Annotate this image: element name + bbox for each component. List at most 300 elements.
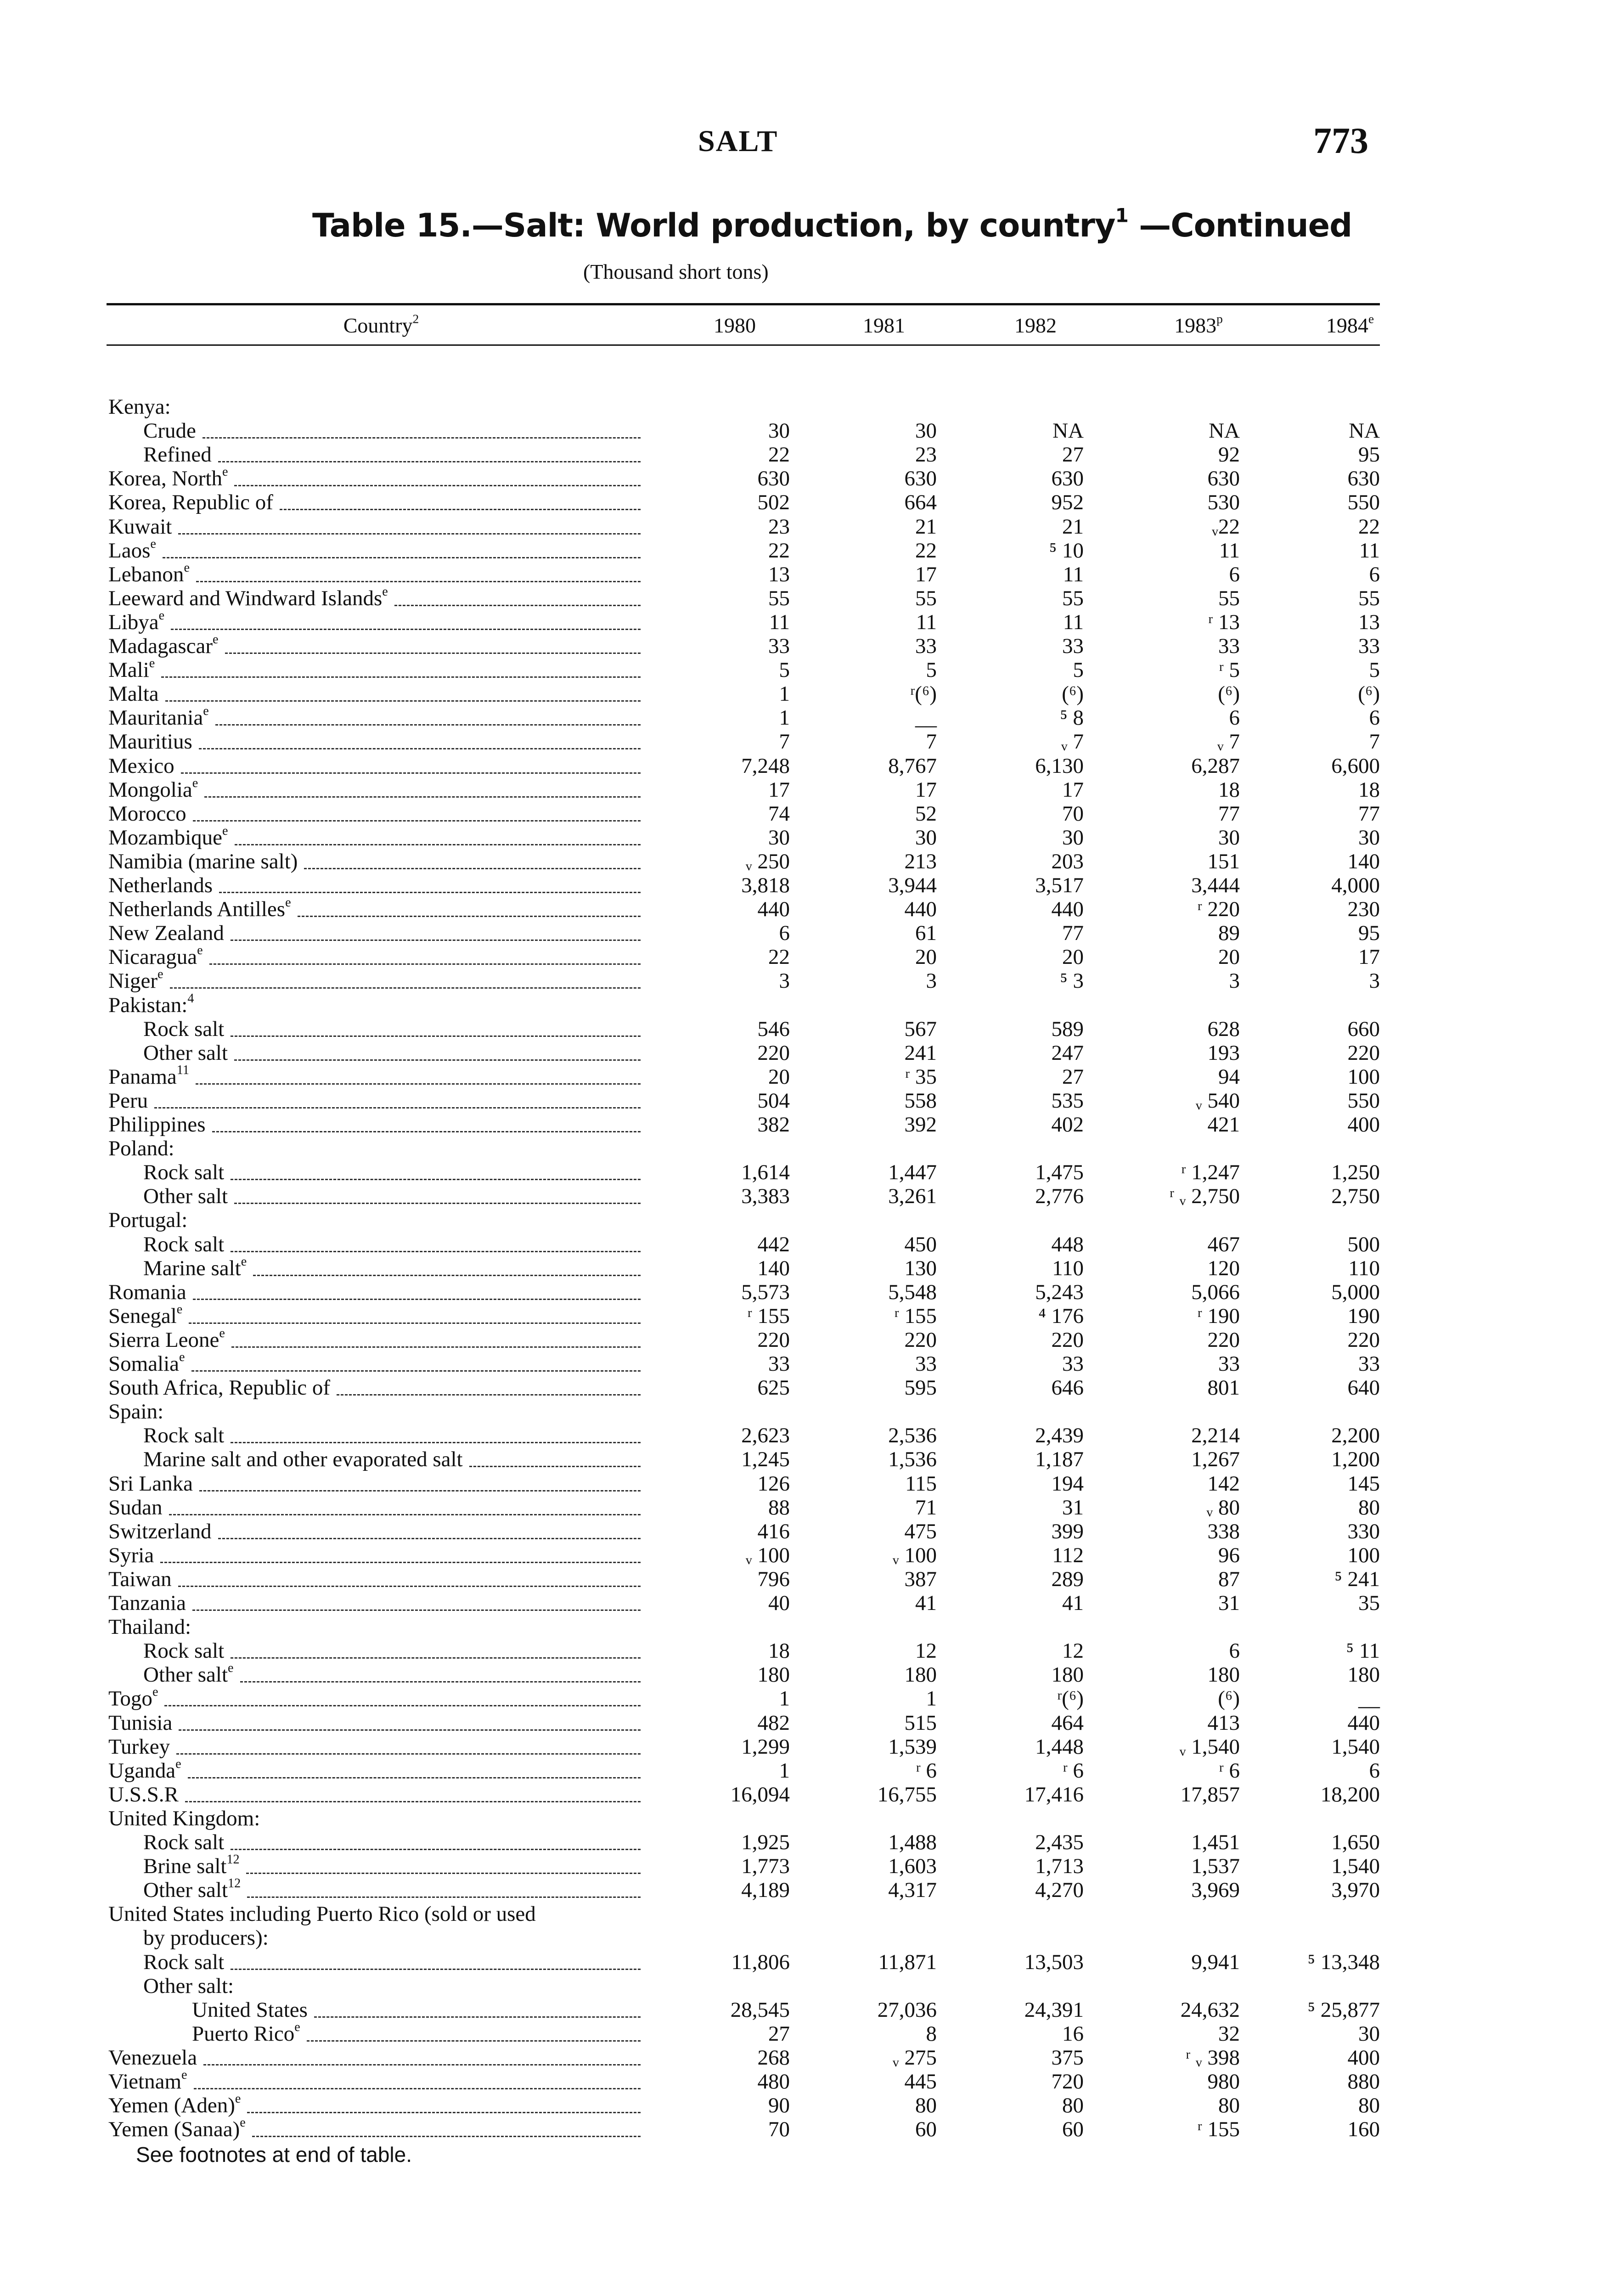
cell-value: 2,623 [741, 1424, 790, 1448]
cell-value: ⁵ 25,877 [1307, 1998, 1380, 2022]
cell-value: ʳ 6 [1063, 1758, 1084, 1783]
row-label-text: Brine salt [143, 1854, 227, 1879]
row-label-text: Rock salt [143, 1160, 225, 1185]
table-row [0, 730, 1598, 754]
dot-leader [178, 1586, 641, 1587]
section-title: SALT [698, 124, 778, 158]
table-row [0, 1950, 1598, 1974]
cell-value: 8,767 [888, 754, 937, 778]
table-row [0, 1783, 1598, 1806]
row-label-footnote-mark: e [203, 704, 209, 719]
row-label-text: U.S.S.R [108, 1782, 179, 1806]
row-label-text: Vietnam [108, 2070, 182, 2093]
cell-value: 2,536 [888, 1424, 937, 1448]
cell-value: 1,187 [1035, 1447, 1084, 1472]
cell-value: 100 [1347, 1543, 1380, 1567]
row-label [108, 823, 228, 850]
cell-value: 268 [757, 2045, 790, 2070]
table-row [0, 1663, 1598, 1687]
cell-value: 247 [1051, 1041, 1084, 1065]
cell-value: 22 [1358, 514, 1380, 539]
cell-value: 203 [1051, 849, 1084, 873]
row-label-text: New Zealand [108, 921, 224, 945]
table-row [0, 823, 1598, 850]
cell-value: 18 [1218, 777, 1240, 802]
cell-value: 720 [1051, 2070, 1084, 2093]
row-label-text: Romania [108, 1280, 186, 1304]
dot-leader [247, 2112, 641, 2113]
table-row [0, 536, 1598, 563]
cell-value: 33 [1358, 634, 1380, 658]
cell-value: 20 [768, 1064, 790, 1089]
row-label [108, 1400, 163, 1424]
row-label [108, 730, 192, 754]
cell-value: 33 [1218, 634, 1240, 658]
row-label [108, 1519, 212, 1543]
cell-value: 30 [1062, 825, 1084, 850]
row-label-text: Lebanon [108, 562, 184, 586]
row-label [108, 1902, 536, 1926]
dot-leader [394, 605, 641, 606]
dot-leader [314, 2016, 641, 2018]
cell-value: 30 [768, 419, 790, 443]
column-header-footnote-mark: p [1216, 311, 1223, 326]
row-label-footnote-mark: e [152, 1685, 158, 1699]
cell-value: 80 [1218, 2093, 1240, 2118]
dot-leader [203, 2064, 641, 2065]
column-header-label: 1980 [714, 314, 756, 337]
cell-value: 11 [1063, 562, 1084, 586]
cell-value: 4,270 [1035, 1878, 1084, 1902]
cell-value: 796 [757, 1567, 790, 1591]
row-label [108, 610, 164, 634]
cell-value: 27 [1062, 1064, 1084, 1089]
cell-value: 130 [904, 1256, 937, 1280]
dot-leader [189, 1322, 641, 1324]
dot-leader [246, 1873, 641, 1874]
table-row [0, 1519, 1598, 1543]
cell-value: 11 [916, 610, 937, 634]
row-label-text: Somalia [108, 1352, 180, 1376]
cell-value: ᵥ 1,540 [1179, 1734, 1240, 1759]
cell-value: 55 [768, 586, 790, 610]
cell-value: 33 [1062, 634, 1084, 658]
cell-value: 3 [1229, 969, 1240, 993]
row-label [143, 1184, 228, 1208]
cell-value: 3,517 [1035, 873, 1084, 897]
row-label-footnote-mark: e [222, 823, 228, 838]
cell-value: 142 [1207, 1471, 1240, 1496]
page-number: 773 [1313, 121, 1368, 161]
table-row [0, 2046, 1598, 2070]
cell-value: 7 [926, 730, 937, 754]
table-row [0, 993, 1598, 1017]
dot-leader [218, 1538, 641, 1539]
dot-leader [240, 1681, 641, 1683]
dot-leader [231, 1657, 641, 1659]
row-label-footnote-mark: e [294, 2020, 300, 2034]
cell-value: 646 [1051, 1376, 1084, 1400]
table-row [0, 921, 1598, 945]
cell-value: 402 [1051, 1113, 1084, 1137]
cell-value: 80 [1062, 2093, 1084, 2118]
dot-leader [280, 509, 641, 510]
cell-value: 33 [1218, 1352, 1240, 1376]
dot-leader [212, 1131, 641, 1132]
dot-leader [225, 653, 641, 654]
table-row [0, 1447, 1598, 1471]
cell-value: 1,451 [1191, 1830, 1240, 1854]
dot-leader [218, 461, 641, 462]
row-label [108, 993, 194, 1017]
table-row [0, 560, 1598, 586]
cell-value: ʳ 35 [905, 1064, 937, 1089]
row-label [108, 490, 273, 514]
row-label-text: Mauritania [108, 706, 203, 730]
dot-leader [231, 1442, 641, 1443]
row-label-footnote-mark: e [228, 1661, 234, 1676]
cell-value: ᵥ 80 [1206, 1495, 1240, 1519]
row-label [108, 1591, 186, 1615]
cell-value: 2,750 [1331, 1184, 1380, 1209]
table-row [0, 778, 1598, 802]
cell-value: ⁵ 8 [1060, 706, 1084, 730]
row-label [108, 1304, 182, 1328]
cell-value: 289 [1051, 1567, 1084, 1591]
table-row [0, 1232, 1598, 1256]
table-row [0, 1424, 1598, 1447]
cell-value: 22 [768, 443, 790, 467]
cell-value: 20 [1218, 945, 1240, 969]
row-label-footnote-mark: 11 [176, 1063, 189, 1077]
cell-value: 589 [1051, 1017, 1084, 1041]
row-label-text: Kenya: [108, 395, 171, 419]
cell-value: 630 [1207, 467, 1240, 491]
cell-value: 399 [1051, 1519, 1084, 1543]
cell-value: 241 [904, 1041, 937, 1065]
cell-value: 140 [757, 1256, 790, 1280]
cell-value: 220 [1347, 1041, 1380, 1065]
column-header-label: Country [343, 314, 413, 337]
table-row [0, 443, 1598, 467]
cell-value: 9,941 [1191, 1950, 1240, 1974]
row-label-text: Thailand: [108, 1615, 191, 1639]
cell-value: 660 [1347, 1017, 1380, 1041]
table-row [0, 1711, 1598, 1735]
row-label-text: Rock salt [143, 1232, 225, 1256]
cell-value: 464 [1051, 1711, 1084, 1735]
cell-value: 80 [915, 2093, 937, 2118]
table-row [0, 1352, 1598, 1376]
cell-value: 3 [926, 969, 937, 993]
table-row [0, 1543, 1598, 1567]
table-row [0, 754, 1598, 778]
table-row [0, 634, 1598, 658]
cell-value: 3,444 [1191, 873, 1240, 897]
cell-value: 550 [1347, 1088, 1380, 1113]
cell-value: 1 [926, 1687, 937, 1711]
dot-leader [199, 1490, 641, 1491]
dot-leader [185, 1801, 641, 1802]
row-label-text: Other salt: [143, 1974, 234, 1998]
cell-value: 530 [1207, 490, 1240, 515]
dot-leader [192, 1609, 641, 1611]
row-label-footnote-mark: e [222, 465, 228, 479]
row-label-text: Mongolia [108, 777, 192, 802]
cell-value: 13 [768, 562, 790, 586]
cell-value: ʳ 220 [1197, 897, 1240, 922]
dot-leader [219, 892, 641, 893]
table-row [0, 419, 1598, 443]
table-subtitle: (Thousand short tons) [583, 260, 769, 283]
cell-value: ᵥ22 [1212, 514, 1240, 539]
cell-value: 193 [1207, 1041, 1240, 1065]
table-row [0, 1400, 1598, 1424]
table-row [0, 1496, 1598, 1519]
row-label-text: Yemen (Sanaa) [108, 2117, 240, 2142]
row-label-text: Mauritius [108, 730, 192, 754]
row-label-text: United States [192, 1998, 308, 2022]
cell-value: 140 [1347, 849, 1380, 873]
cell-value: 55 [915, 586, 937, 610]
cell-value: 30 [768, 825, 790, 850]
cell-value: 1,250 [1331, 1160, 1380, 1185]
dot-leader [176, 1753, 641, 1755]
cell-value: 180 [904, 1663, 937, 1687]
row-label [143, 1926, 269, 1950]
row-label-text: Crude [143, 419, 196, 443]
dot-leader [209, 963, 641, 965]
cell-value: ⁵ 10 [1049, 538, 1084, 563]
table-row [0, 1902, 1598, 1926]
cell-value: 18,200 [1320, 1782, 1380, 1806]
row-label [108, 754, 174, 778]
dot-leader [154, 1107, 641, 1109]
table-row [0, 1639, 1598, 1663]
row-label-footnote-mark: e [149, 656, 155, 670]
cell-value: 22 [915, 538, 937, 563]
row-label [108, 634, 219, 658]
row-label [108, 921, 224, 945]
cell-value: 28,545 [730, 1998, 790, 2022]
cell-value: 630 [1051, 467, 1084, 491]
row-label [108, 706, 209, 730]
cell-value: ᵥ 7 [1217, 730, 1240, 754]
row-label [108, 1567, 172, 1591]
cell-value: 952 [1051, 490, 1084, 515]
cell-value: 16,755 [877, 1782, 937, 1806]
cell-value: 630 [1347, 467, 1380, 491]
cell-value: 6 [1229, 1639, 1240, 1663]
cell-value: ʳ 155 [1197, 2117, 1240, 2142]
dot-leader [253, 1275, 641, 1276]
dot-leader [196, 1083, 641, 1085]
cell-value: ʳ 5 [1219, 658, 1240, 682]
cell-value: 110 [1052, 1256, 1084, 1280]
cell-value: 4,000 [1331, 873, 1380, 897]
cell-value: 220 [904, 1328, 937, 1352]
row-label-footnote-mark: e [235, 2091, 241, 2106]
row-label [108, 1137, 174, 1160]
row-label-text: Korea, Republic of [108, 490, 273, 515]
cell-value: 6 [779, 921, 790, 945]
cell-value: 24,391 [1024, 1998, 1084, 2022]
cell-value: 95 [1358, 921, 1380, 945]
cell-value: 1,245 [741, 1447, 790, 1472]
cell-value: NA [1209, 419, 1240, 443]
cell-value: 1,713 [1035, 1854, 1084, 1879]
cell-value: 30 [915, 825, 937, 850]
cell-value: ⁵ 241 [1334, 1567, 1380, 1591]
cell-value: ʳ 1,247 [1181, 1160, 1240, 1185]
row-label [108, 778, 198, 802]
dot-leader [169, 1514, 641, 1515]
cell-value: ⁵ 11 [1346, 1639, 1380, 1663]
cell-value: (⁶) [1218, 1687, 1240, 1711]
cell-value: 220 [1207, 1328, 1240, 1352]
row-label [108, 850, 298, 873]
table-row [0, 490, 1598, 514]
cell-value: 60 [1062, 2117, 1084, 2142]
cell-value: 625 [757, 1376, 790, 1400]
cell-value: 3,944 [888, 873, 937, 897]
cell-value: 17 [915, 777, 937, 802]
row-label-text: Tunisia [108, 1711, 173, 1735]
table-row [0, 1878, 1598, 1902]
cell-value: 3,261 [888, 1184, 937, 1209]
row-label [108, 1783, 179, 1806]
cell-value: 5,573 [741, 1280, 790, 1304]
row-label [108, 1208, 187, 1232]
row-label [143, 419, 196, 443]
dot-leader [194, 2088, 641, 2089]
table-row [0, 1472, 1598, 1496]
cell-value: 20 [915, 945, 937, 969]
row-label-text: Netherlands Antilles [108, 897, 286, 922]
cell-value: 17 [1062, 777, 1084, 802]
cell-value: 440 [904, 897, 937, 922]
row-label-text: Peru [108, 1088, 148, 1113]
cell-value: 88 [768, 1495, 790, 1519]
cell-value: 33 [915, 634, 937, 658]
table-row [0, 1615, 1598, 1639]
cell-value: 13 [1358, 610, 1380, 634]
row-label [108, 682, 159, 706]
cell-value: 41 [1062, 1591, 1084, 1615]
row-label [108, 802, 186, 826]
table-row [0, 1806, 1598, 1830]
cell-value: 213 [904, 849, 937, 873]
row-label-text: Sierra Leone [108, 1328, 219, 1352]
cell-value: 55 [1062, 586, 1084, 610]
row-label-footnote-mark: 12 [228, 1876, 241, 1891]
column-header-label: 1981 [863, 314, 905, 337]
cell-value: 220 [1347, 1328, 1380, 1352]
row-label [108, 1687, 158, 1711]
row-label-footnote-mark: e [176, 1302, 183, 1317]
cell-value: 448 [1051, 1232, 1084, 1256]
table-row [0, 1567, 1598, 1591]
cell-value: 33 [768, 634, 790, 658]
row-label-text: Tanzania [108, 1591, 186, 1615]
dot-leader [469, 1466, 641, 1467]
cell-value: 480 [757, 2070, 790, 2093]
cell-value: ⁵ 3 [1060, 969, 1084, 993]
row-label-text: Philippines [108, 1113, 206, 1137]
table-row [0, 2067, 1598, 2093]
table-row [0, 1687, 1598, 1711]
dot-leader [231, 1346, 641, 1348]
cell-value: 421 [1207, 1113, 1240, 1137]
dot-leader [179, 1729, 641, 1731]
cell-value: 230 [1347, 897, 1380, 922]
cell-value: 95 [1358, 443, 1380, 467]
cell-value: __ [915, 706, 937, 730]
cell-value: 338 [1207, 1519, 1240, 1543]
cell-value: 89 [1218, 921, 1240, 945]
cell-value: 145 [1347, 1471, 1380, 1496]
row-label [143, 1017, 224, 1041]
cell-value: 7,248 [741, 754, 790, 778]
row-label-text: Niger [108, 969, 158, 993]
row-label-text: Sudan [108, 1495, 163, 1519]
cell-value: 1,475 [1035, 1160, 1084, 1185]
cell-value: ʳ 6 [916, 1758, 937, 1783]
cell-value: 504 [757, 1088, 790, 1113]
cell-value: 6 [1229, 562, 1240, 586]
row-label-text: Rock salt [143, 1017, 225, 1041]
cell-value: 24,632 [1180, 1998, 1240, 2022]
row-label-text: Mexico [108, 754, 174, 778]
dot-leader [160, 1562, 641, 1563]
cell-value: 17,416 [1024, 1782, 1084, 1806]
dot-leader [181, 772, 641, 774]
cell-value: 4,189 [741, 1878, 790, 1902]
row-label-text: Senegal [108, 1304, 177, 1328]
row-label [143, 1950, 224, 1974]
cell-value: 440 [1347, 1711, 1380, 1735]
cell-value: ʳ 190 [1197, 1304, 1240, 1328]
row-label [108, 1711, 172, 1735]
cell-value: 5,000 [1331, 1280, 1380, 1304]
dot-leader [307, 2040, 641, 2042]
row-label [108, 1352, 185, 1376]
row-label [108, 897, 291, 921]
cell-value: 33 [1062, 1352, 1084, 1376]
cell-value: 77 [1358, 801, 1380, 826]
cell-value: 1,539 [888, 1734, 937, 1759]
cell-value: 33 [768, 1352, 790, 1376]
cell-value: 595 [904, 1376, 937, 1400]
cell-value: ᵥ 7 [1061, 730, 1084, 754]
row-label [143, 1830, 224, 1854]
cell-value: 190 [1347, 1304, 1380, 1328]
cell-value: 71 [915, 1495, 937, 1519]
row-label [108, 1496, 163, 1519]
cell-value: 6 [1369, 706, 1380, 730]
table-row [0, 1089, 1598, 1113]
table-row [0, 2022, 1598, 2046]
dot-leader [231, 940, 641, 941]
row-label [108, 1328, 225, 1352]
cell-value: 11 [769, 610, 790, 634]
cell-value: 80 [1358, 1495, 1380, 1519]
row-label-text: United States including Puerto Rico (sold or used [108, 1902, 536, 1926]
cell-value: 1 [779, 1687, 790, 1711]
cell-value: 17,857 [1180, 1782, 1240, 1806]
cell-value: 1,267 [1191, 1447, 1240, 1472]
row-label [108, 536, 156, 563]
